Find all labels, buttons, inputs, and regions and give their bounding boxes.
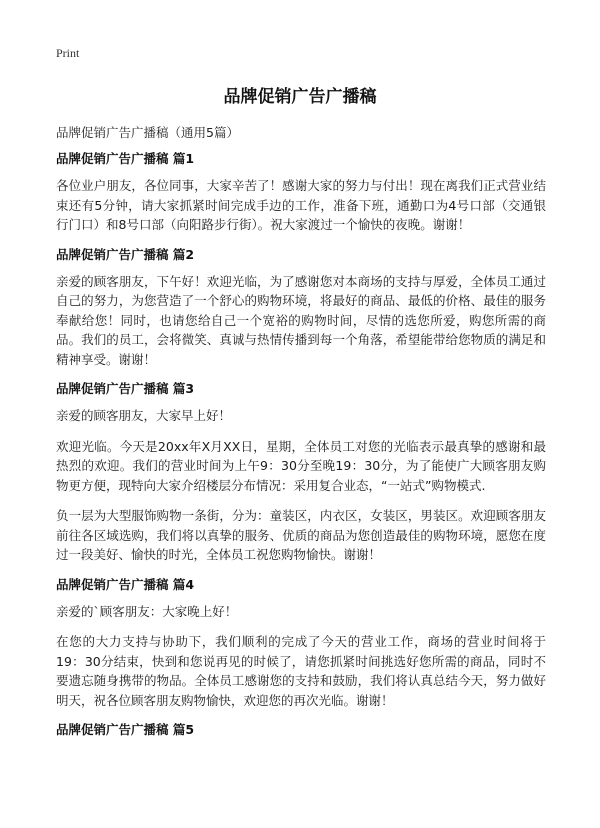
section-1 <box>56 150 546 235</box>
document-body <box>56 150 546 747</box>
section-heading: 品牌促销广告广播稿 篇1 <box>56 151 195 166</box>
section-3 <box>56 380 546 565</box>
paragraph: 欢迎光临。今天是20xx年X月XX日，星期，全体员工对您的光临表示最真挚的感谢和最热烈的欢迎。我们的营业时间为上午9：30分至晚19：30分，为了能使广大顾客朋友购物更方便，现特向大家介绍楼层分布情况：采用复合业态，“一站式”购物模式. <box>56 438 546 493</box>
section-2 <box>56 246 546 370</box>
paragraph: 在您的大力支持与协助下，我们顺利的完成了今天的营业工作，商场的营业时间将于19：30分结束，快到和您说再见的时候了，请您抓紧时间挑选好您所需的商品，同时不要遗忘随身携带的物品。全体员工感谢您的支持和鼓励，我们将认真总结今天，努力做好明天，祝各位顾客朋友购物愉快，欢迎您的再次光临。谢谢！ <box>56 634 546 708</box>
section-heading: 品牌促销广告广播稿 篇2 <box>56 246 195 262</box>
section-heading: 品牌促销广告广播稿 篇3 <box>56 381 195 396</box>
section-heading: 品牌促销广告广播稿 篇5 <box>56 722 195 737</box>
paragraph: 各位业户朋友，各位同事，大家辛苦了！感谢大家的努力与付出！现在离我们正式营业结束还有5分钟，请大家抓紧时间完成手边的工作，准备下班，通勤口为4号口部（交通银行门口）和8号口部（向阳路步行街）。祝大家渡过一个愉快的夜晚。谢谢！ <box>56 178 546 232</box>
paragraph: 负一层为大型服饰购物一条街，分为：童装区，内衣区，女装区，男装区。欢迎顾客朋友前往各区域选购，我们将以真挚的服务、优质的商品为您创造最佳的购物环境，愿您在度过一段美好、愉快的时光，全体员工祝您购物愉快。谢谢！ <box>56 508 546 562</box>
paragraph: 亲爱的顾客朋友，下午好！欢迎光临，为了感谢您对本商场的支持与厚爱，全体员工通过自己的努力，为您营造了一个舒心的购物环境，将最好的商品、最低的价格、最佳的服务奉献给您！同时，也请您给自己一个宽裕的购物时间，尽情的选您所爱，购您所需的商品。我们的员工，会将微笑、真诚与热情传播到每一个角落，希望能带给您物质的满足和精神享受。谢谢！ <box>56 273 546 367</box>
section-heading: 品牌促销广告广播稿 篇4 <box>56 576 195 592</box>
paragraph: 亲爱的顾客朋友，大家早上好！ <box>56 408 232 423</box>
page-title: 品牌促销广告广播稿 <box>223 87 377 107</box>
print-label: Print <box>56 46 80 60</box>
paragraph: 亲爱的`顾客朋友：大家晚上好！ <box>56 603 238 619</box>
section-5 <box>56 721 546 739</box>
section-4 <box>56 576 546 711</box>
page-subtitle: 品牌促销广告广播稿（通用5篇） <box>56 125 239 140</box>
